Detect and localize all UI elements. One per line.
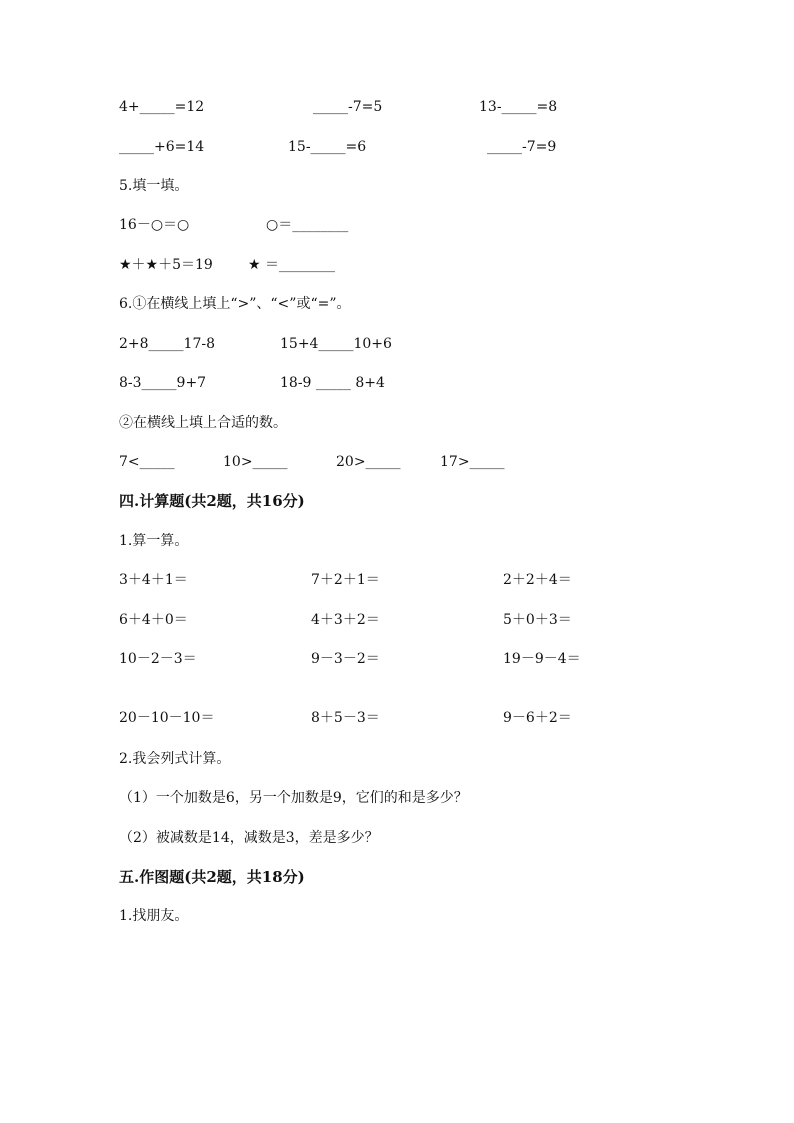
compare-item: 2+8_____17-8 [119, 336, 215, 352]
number-blank: 17>_____ [440, 454, 505, 470]
calc-item: 5＋0＋3＝ [503, 612, 572, 628]
q5-equation: ★＋★＋5＝19 [119, 257, 213, 273]
calc-item: 9－3－2＝ [311, 651, 380, 667]
number-blank: 10>_____ [223, 454, 288, 470]
calc-item: 10－2－3＝ [119, 651, 197, 667]
compare-item: 15+4_____10+6 [280, 336, 392, 352]
fill-blank-item: _____+6=14 [119, 139, 205, 155]
section-heading: 五.作图题(共2题，共18分) [119, 868, 305, 886]
calc-item: 9－6＋2＝ [503, 710, 572, 726]
word-problem: （2）被减数是14，减数是3，差是多少？ [119, 830, 379, 846]
calc-item: 4＋3＋2＝ [311, 612, 380, 628]
fill-blank-item: 13-_____=8 [479, 99, 558, 115]
number-blank: 7<_____ [119, 454, 175, 470]
calc-item: 8＋5－3＝ [311, 710, 380, 726]
fill-blank-item: 4+_____=12 [119, 99, 205, 115]
fill-blank-item: _____-7=5 [313, 99, 383, 115]
q5-equation: 16－○＝○ [119, 217, 190, 233]
q6-subtitle: ②在横线上填上合适的数。 [119, 415, 287, 431]
question-title: 1.算一算。 [119, 533, 189, 549]
number-blank: 20>_____ [336, 454, 401, 470]
q5-answer-blank: ★ ＝________ [248, 257, 336, 273]
q5-answer-blank: ○＝________ [266, 217, 349, 233]
question-title: 2.我会列式计算。 [119, 751, 231, 767]
calc-item: 2＋2＋4＝ [503, 572, 572, 588]
question-title: 1.找朋友。 [119, 908, 189, 924]
word-problem: （1）一个加数是6，另一个加数是9，它们的和是多少？ [119, 790, 468, 806]
q5-title: 5.填一填。 [119, 178, 189, 194]
calc-item: 20－10－10＝ [119, 710, 215, 726]
calc-item: 7＋2＋1＝ [311, 572, 380, 588]
fill-blank-item: _____-7=9 [487, 139, 557, 155]
calc-item: 6＋4＋0＝ [119, 612, 188, 628]
compare-item: 8-3_____9+7 [119, 375, 207, 391]
section-heading: 四.计算题(共2题，共16分) [119, 492, 305, 510]
q6-title: 6.①在横线上填上“>”、“<”或“=”。 [119, 296, 351, 312]
calc-item: 3＋4＋1＝ [119, 572, 188, 588]
compare-item: 18-9 _____ 8+4 [280, 375, 385, 391]
fill-blank-item: 15-_____=6 [288, 139, 367, 155]
calc-item: 19－9－4＝ [503, 651, 581, 667]
